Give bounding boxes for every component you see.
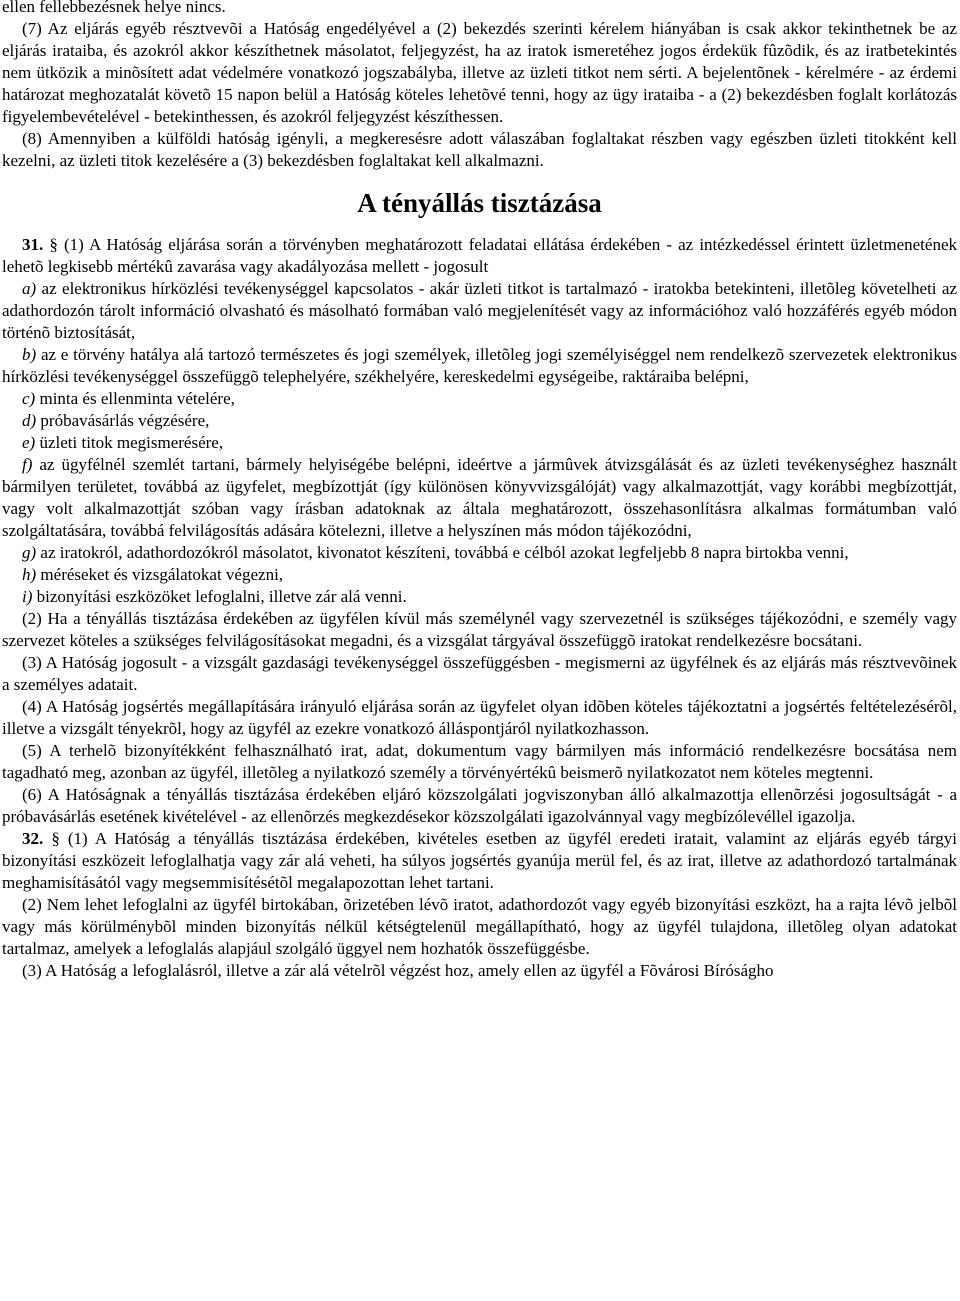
list-item-letter: d) <box>22 411 37 430</box>
paragraph-31-3: (3) A Hatóság jogosult - a vizsgált gazdasági tevékenységgel összefüggésben - megismerni az ügyfélnek és az eljárás más résztvevõinek a személyes adatait. <box>2 653 957 694</box>
paragraph-31-6: (6) A Hatóságnak a tényállás tisztázása érdekében eljáró közszolgálati jogviszonyban álló alkalmazottja ellenõrzési jogosultságát - a próbavásárlás esetének kivételével - az ellenõrzés megkezdésekor közszolgálati igazolvánnyal vagy megbízólevéllel igazolja. <box>2 785 957 826</box>
section-32-intro <box>2 828 957 894</box>
list-item-text: az e törvény hatálya alá tartozó természetes és jogi személyek, illetõleg jogi személyiséggel nem rendelkezõ szervezetek elektronikus hírközlési tevékenységgel összefüggõ telephelyére, székhelyére, kereskedelmi egységeibe, raktáraiba belépni, <box>2 345 957 386</box>
list-item-text: minta és ellenminta vételére, <box>35 389 235 408</box>
list-item-letter: h) <box>22 565 37 584</box>
list-item-g <box>2 542 957 564</box>
list-item-e <box>2 432 957 454</box>
list-item-letter: e) <box>22 433 36 452</box>
section-31-intro-text: § (1) A Hatóság eljárása során a törvényben meghatározott feladatai ellátása érdekében - az intézkedéssel érintett üzletmenetének lehetõ legkisebb mértékû zavarása vagy akadályozása mellett - jogosult <box>2 235 957 276</box>
list-item-f <box>2 454 957 542</box>
paragraph-32-2: (2) Nem lehet lefoglalni az ügyfél birtokában, õrizetében lévõ iratot, adathordozót vagy egyéb bizonyítási eszközt, ha a rajta lévõ jelbõl vagy más körülménybõl minden bizonyítás nélkül kétségtelenül megállapítható, hogy az ügyfél tulajdona, illetõleg olyan adatokat tartalmaz, amelyek a lefoglalás alapjául szolgáló üggyel nem hozhatók összefüggésbe. <box>2 895 957 958</box>
list-item-letter: b) <box>22 345 37 364</box>
list-item-h <box>2 564 957 586</box>
list-item-letter: i) <box>22 587 33 606</box>
list-item-c <box>2 388 957 410</box>
list-item-d <box>2 410 957 432</box>
list-item-text: üzleti titok megismerésére, <box>35 433 224 452</box>
paragraph-32-3: (3) A Hatóság a lefoglalásról, illetve a zár alá vételrõl végzést hoz, amely ellen az ügyfél a Fõvárosi Bíróságho <box>22 961 774 980</box>
list-item-text: próbavásárlás végzésére, <box>36 411 210 430</box>
paragraph-30-8: (8) Amennyiben a külföldi hatóság igényli, a megkeresésre adott válaszában foglaltakat részben vagy egészben üzleti titokként kell kezelni, az üzleti titok kezelésére a (3) bekezdésben foglaltakat kell alkalmazni. <box>2 129 957 170</box>
section-32-number: 32. <box>22 829 44 848</box>
list-item-letter: a) <box>22 279 37 298</box>
list-item-b <box>2 344 957 388</box>
list-item-text: az iratokról, adathordozókról másolatot, kivonatot készíteni, továbbá e célból azokat legfeljebb 8 napra birtokba venni, <box>36 543 849 562</box>
section-32-intro-text: § (1) A Hatóság a tényállás tisztázása érdekében, kivételes esetben az ügyfél eredeti iratait, valamint az eljárás egyéb tárgyi bizonyítási eszközeit lefoglalhatja vagy zár alá veheti, ha súlyos jogsértés gyanúja merül fel, és az irat, illetve az adathordozó tartalmának meghamisításától vagy megsemmisítésétõl megalapozottan lehet tartani. <box>2 829 957 892</box>
section-31-number: 31. <box>22 235 44 254</box>
list-item-text: az ügyfélnél szemlét tartani, bármely helyiségébe belépni, ideértve a jármûvek átvizsgálását és az üzleti tevékenységhez használt bármilyen területet, továbbá az ügyfelet, megbízottját (így különösen könyvvizsgálóját) vagy alkalmazottját, vagy korábbi megbízottját, vagy volt alkalmazottját szóban vagy írásban adatoknak az általa meghatározott, összehasonlításra alkalmas formátumban való szolgáltatására, továbbá felvilágosítás adására kötelezni, illetve a helyszínen más módon tájékozódni, <box>2 455 957 540</box>
paragraph-30-7: (7) Az eljárás egyéb résztvevõi a Hatóság engedélyével a (2) bekezdés szerinti kérelem hiányában is csak akkor tekinthetnek be az eljárás irataiba, és azokról akkor készíthetnek másolatot, feljegyzést, ha az iratok ismeretéhez jogos érdekük fûzõdik, és az iratbetekintés nem ütközik a minõsített adat védelmére vonatkozó jogszabályba, illetve az üzleti titkot nem sérti. A bejelentõnek - kérelmére - az érdemi határozat meghozatalát követõ 15 napon belül a Hatóság köteles lehetõvé tenni, hogy az ügy irataiba - a (2) bekezdésben foglalt korlátozás figyelembevételével - betekinthessen, és azokról feljegyzést készíthessen. <box>2 19 957 126</box>
paragraph-31-5: (5) A terhelõ bizonyítékként felhasználható irat, adat, dokumentum vagy bármilyen más információ rendelkezésre bocsátása nem tagadható meg, azonban az ügyfél, illetõleg a nyilatkozó személy a törvényértékû beismerõ nyilatkozatot nem köteles megtenni. <box>2 741 957 782</box>
section-31-intro <box>2 234 957 278</box>
list-item-letter: g) <box>22 543 37 562</box>
list-item-letter: f) <box>22 455 33 474</box>
paragraph-31-4: (4) A Hatóság jogsértés megállapítására irányuló eljárása során az ügyfelet olyan idõben köteles tájékoztatni a jogsértés feltételezésérõl, illetve a vizsgált tényekrõl, hogy az ügyfél az ezekre vonatkozó álláspontjáról nyilatkozhasson. <box>2 697 957 738</box>
paragraph-31-2: (2) Ha a tényállás tisztázása érdekében az ügyfélen kívül más személynél vagy szervezetnél is szükséges tájékozódni, e személy vagy szervezet köteles a szükséges felvilágosításokat megadni, és a vizsgálat tárgyával összefüggõ iratokat rendelkezésre bocsátani. <box>2 609 957 650</box>
section-heading: A tényállás tisztázása <box>357 188 602 218</box>
list-item-i <box>2 586 957 608</box>
list-item-text: az elektronikus hírközlési tevékenységgel kapcsolatos - akár üzleti titkot is tartalmazó - iratokba betekinteni, illetõleg követelheti az adathordozón tárolt információ olvasható és másolható formában való megjelenítését vagy az információhoz való hozzáférés egyéb módon történõ biztosítását, <box>2 279 957 342</box>
list-item-text: bizonyítási eszközöket lefoglalni, illetve zár alá venni. <box>32 587 407 606</box>
list-item-a <box>2 278 957 344</box>
list-item-letter: c) <box>22 389 36 408</box>
list-item-text: méréseket és vizsgálatokat végezni, <box>36 565 284 584</box>
lead-fragment: ellen fellebbezésnek helye nincs. <box>2 0 226 16</box>
